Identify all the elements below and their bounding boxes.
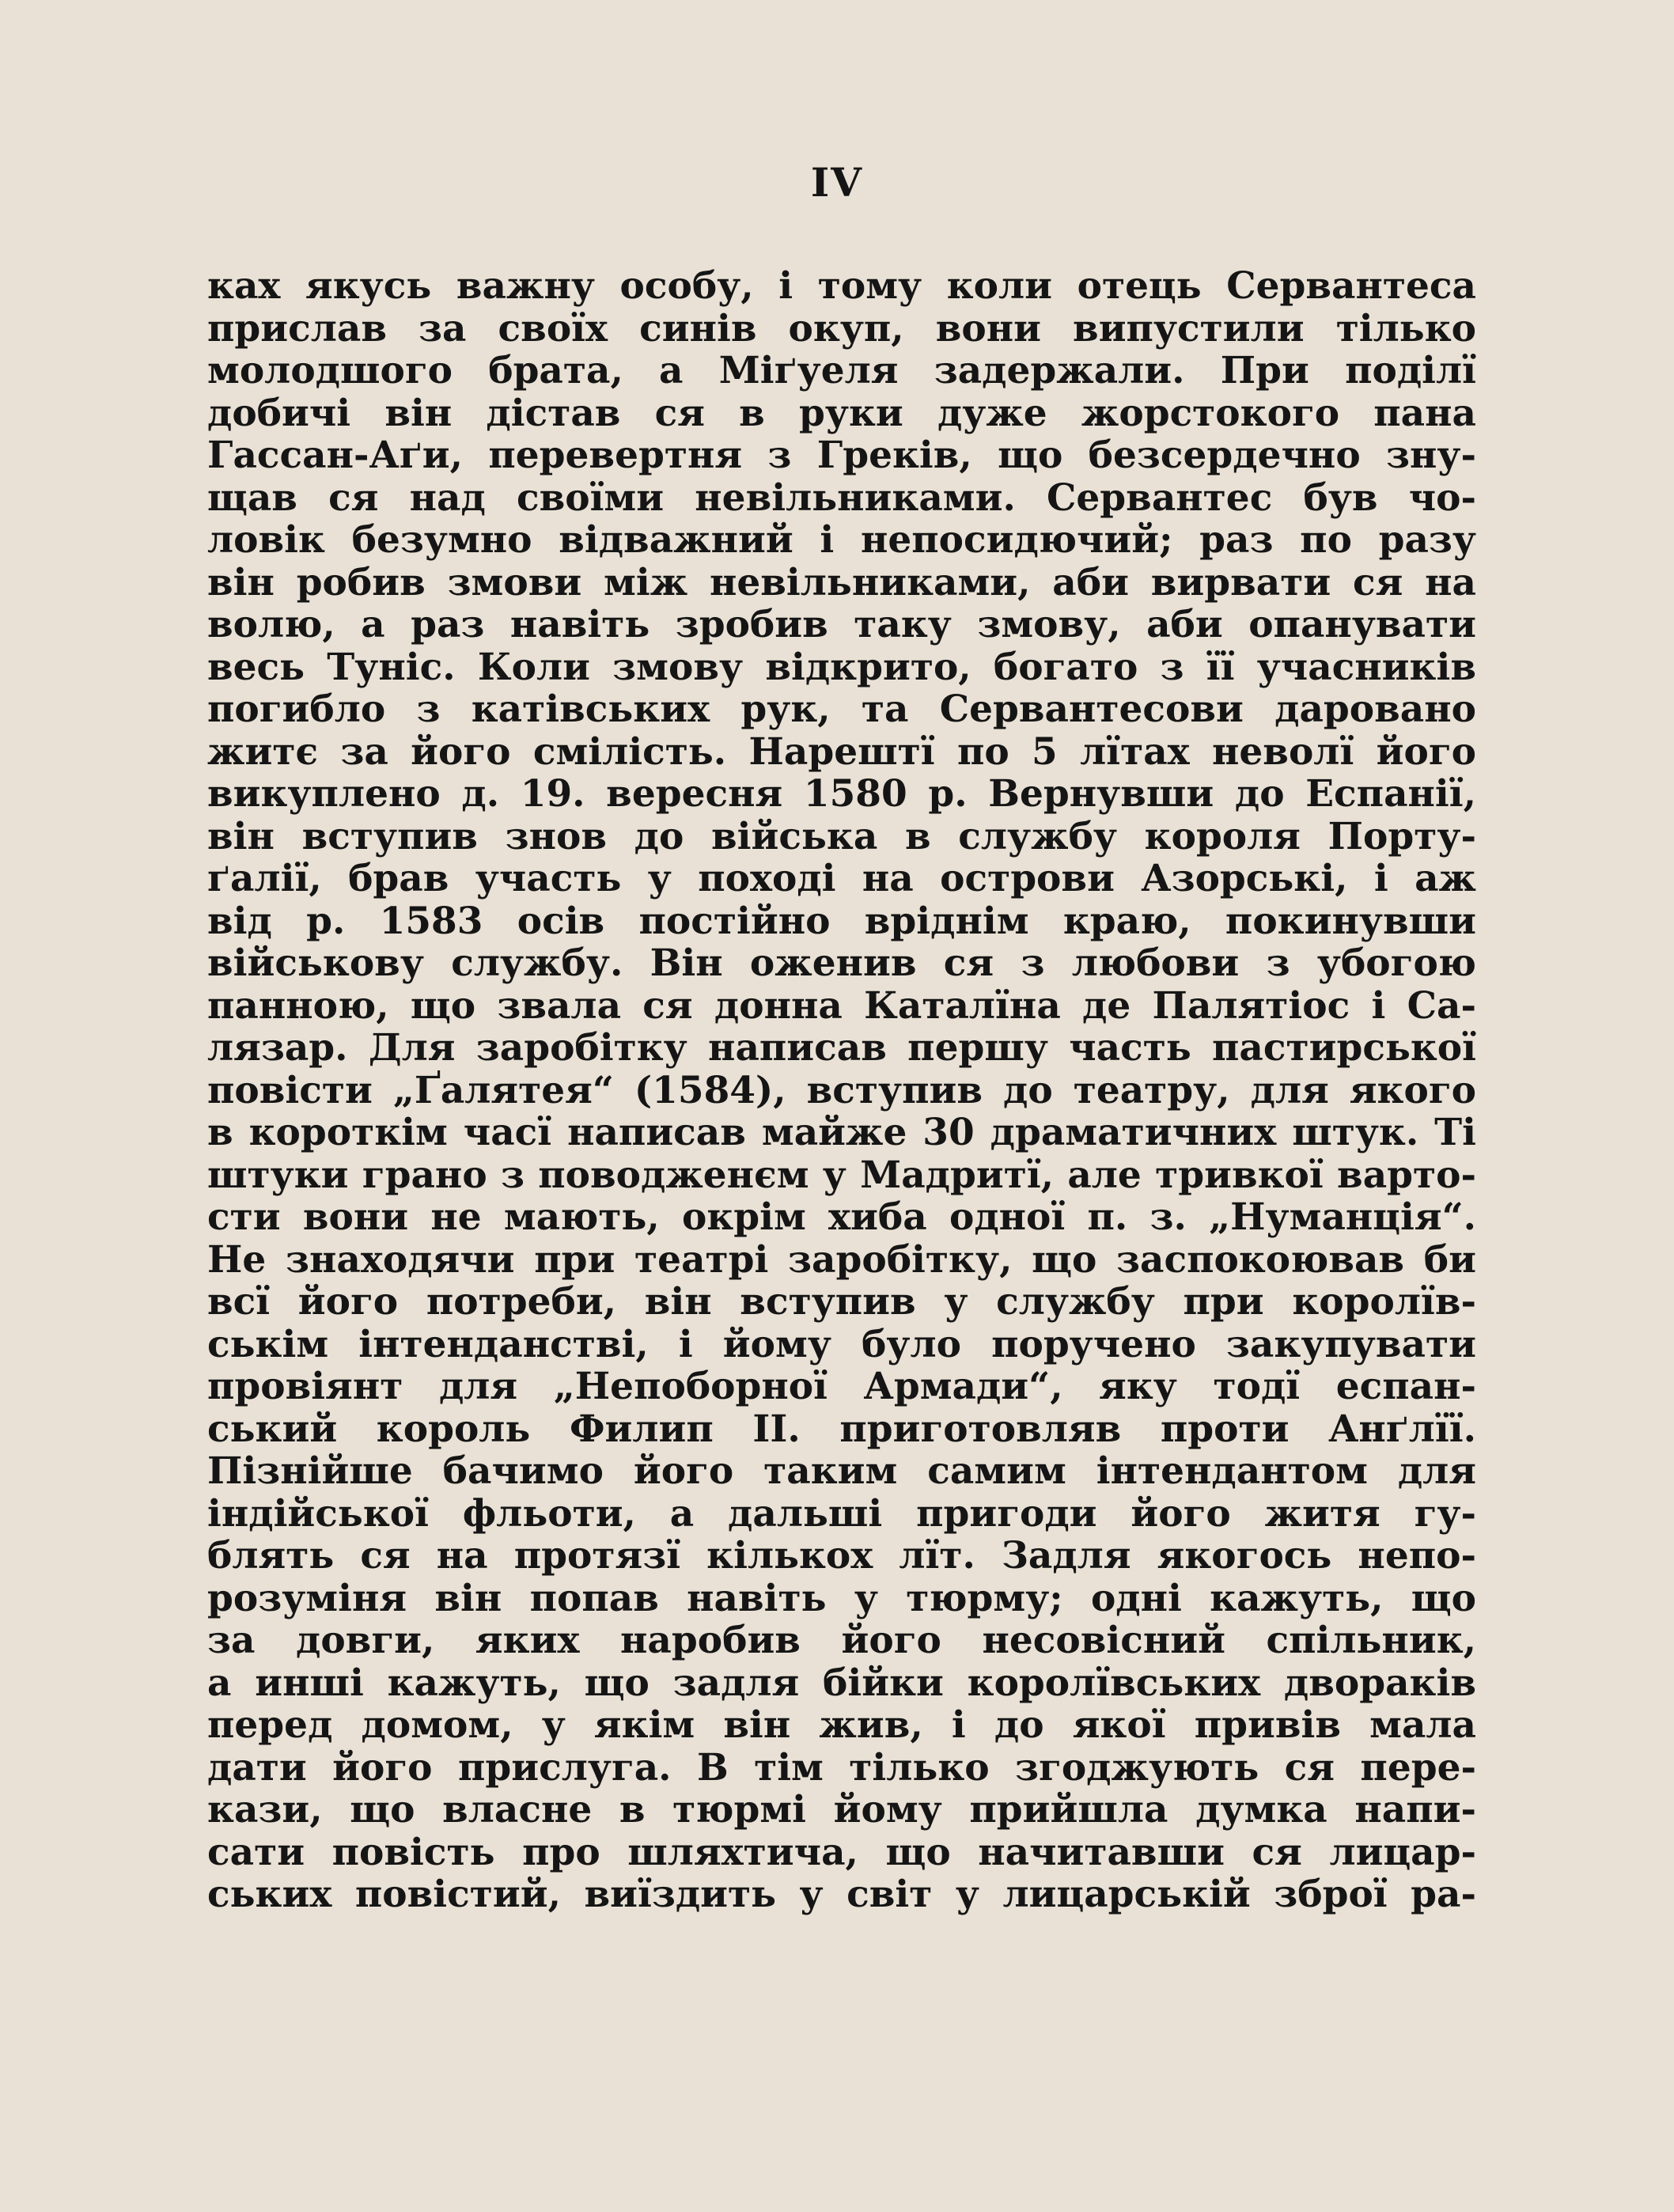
text-line: весь Туніс. Коли змову відкрито, богато з її учасників [207, 646, 1476, 688]
text-line: він робив змови між невільниками, аби вирвати ся на [207, 561, 1476, 604]
text-line: всї його потреби, він вступив у службу при королїв- [207, 1281, 1476, 1324]
text-line: Не знаходячи при театрі заробітку, що заспокоював би [207, 1238, 1476, 1281]
text-line: добичі він дістав ся в руки дуже жорстокого пана [207, 392, 1476, 434]
text-line: кази, що власне в тюрмі йому прийшла думка напи- [207, 1789, 1476, 1831]
text-line: в короткім часї написав майже 30 драматичних штук. Ті [207, 1112, 1476, 1154]
text-line: сти вони не мають, окрім хиба одної п. з. „Нуманція“. [207, 1196, 1476, 1239]
text-line: щав ся над своїми невільниками. Сервантес був чо- [207, 476, 1476, 519]
text-line: панною, що звала ся донна Каталїна де Палятіос і Са- [207, 984, 1476, 1027]
text-line: військову службу. Він оженив ся з любови з убогою [207, 942, 1476, 985]
text-line: лязар. Для заробітку написав першу часть пастирської [207, 1027, 1476, 1070]
text-line: ках якусь важну особу, і тому коли отець Сервантеса [207, 265, 1476, 308]
text-line: викуплено д. 19. вересня 1580 р. Вернувши до Еспанії, [207, 773, 1476, 816]
body-text [207, 265, 1476, 1916]
text-line: ловік безумно відважний і непосидючий; раз по разу [207, 519, 1476, 562]
text-line: сати повість про шляхтича, що начитавши ся лицар- [207, 1831, 1476, 1873]
text-line: молодшого брата, а Міґуеля задержали. При поділї [207, 350, 1476, 392]
text-line: ґалії, брав участь у поході на острови Азорські, і аж [207, 858, 1476, 900]
text-line: Гассан-Аґи, перевертня з Греків, що безсердечно зну- [207, 434, 1476, 477]
text-line: житє за його смілість. Нарештї по 5 лїтах неволї його [207, 730, 1476, 773]
text-line: провіянт для „Непоборної Армади“, яку тодї еспан- [207, 1365, 1476, 1408]
text-line: за довги, яких наробив його несовісний спільник, [207, 1619, 1476, 1662]
page-number: IV [810, 159, 864, 206]
text-line: а инші кажуть, що задля бійки королївських двораків [207, 1661, 1476, 1704]
text-line: він вступив знов до війська в службу короля Порту- [207, 815, 1476, 858]
text-line: повісти „Ґалятея“ (1584), вступив до театру, для якого [207, 1069, 1476, 1112]
text-line: ський король Филип II. приготовляв проти Анґлїї. [207, 1407, 1476, 1450]
text-line: волю, а раз навіть зробив таку змову, аби опанувати [207, 604, 1476, 646]
text-line: перед домом, у якім він жив, і до якої привів мала [207, 1704, 1476, 1747]
text-line: ських повістий, виїздить у світ у лицарській зброї ра- [207, 1873, 1476, 1916]
text-line: ськім інтенданстві, і йому було поручено закупувати [207, 1323, 1476, 1365]
text-line: блять ся на протязї кількох лїт. Задля якогось непо- [207, 1535, 1476, 1578]
text-line: Пізнійше бачимо його таким самим інтендантом для [207, 1450, 1476, 1493]
text-line: розуміня він попав навіть у тюрму; одні кажуть, що [207, 1577, 1476, 1619]
text-line: прислав за своїх синів окуп, вони випустили тілько [207, 307, 1476, 350]
text-line: від р. 1583 осів постійно вріднім краю, покинувши [207, 900, 1476, 942]
text-line: дати його прислуга. В тім тілько згоджують ся пере- [207, 1746, 1476, 1789]
text-line: штуки грано з поводженєм у Мадритї, але тривкої варто- [207, 1153, 1476, 1196]
text-line: погибло з катівських рук, та Сервантесови даровано [207, 688, 1476, 731]
text-line: індійської фльоти, а дальші пригоди його житя гу- [207, 1492, 1476, 1535]
